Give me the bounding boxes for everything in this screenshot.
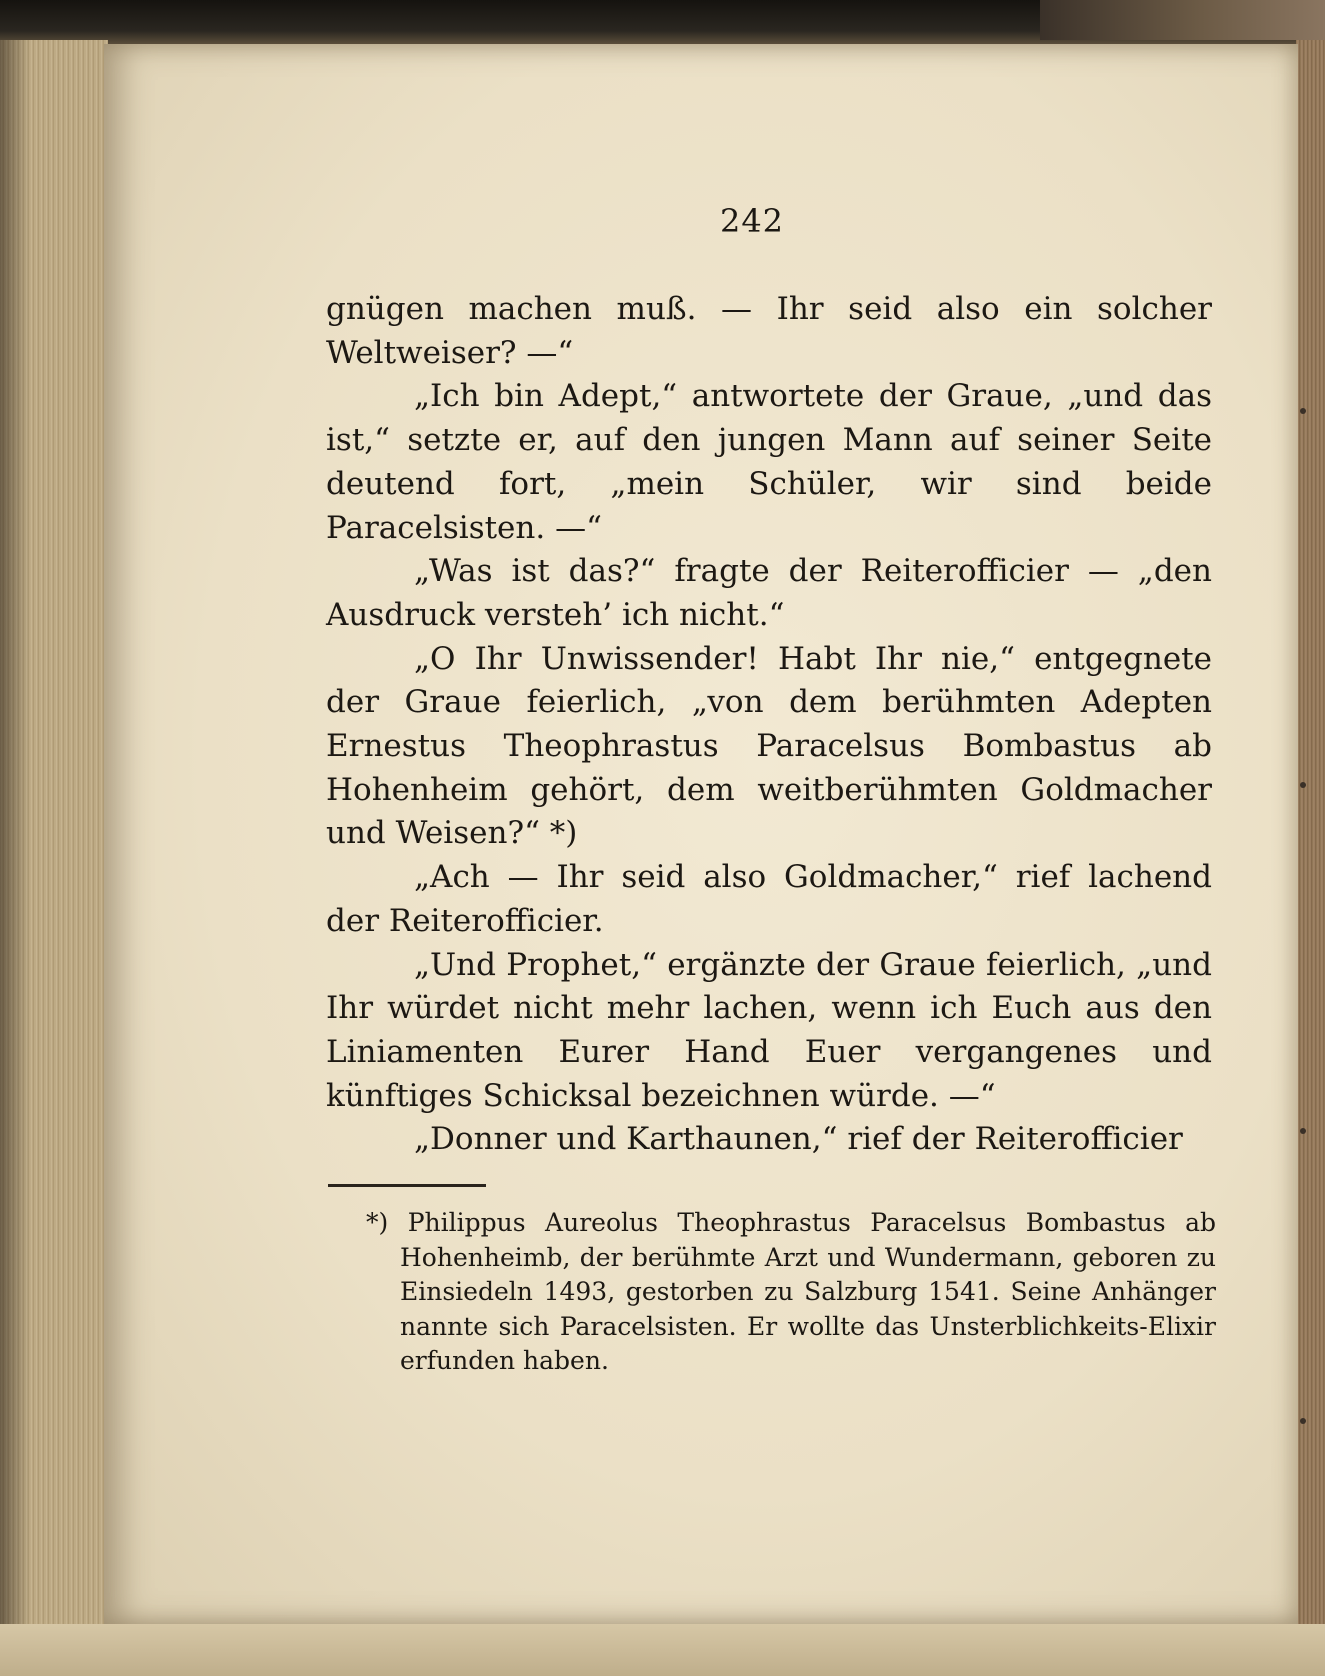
page-number: 242 [719, 202, 785, 240]
page-stack-left [0, 40, 108, 1676]
main-text [326, 288, 1212, 1162]
margin-mark [1300, 1128, 1306, 1134]
paragraph-5: „Ach — Ihr seid also Goldmacher,“ rief lachend der Reiterofficier. [326, 859, 1212, 939]
paragraph-7: „Donner und Karthaunen,“ rief der Reiterofficier [414, 1121, 1183, 1158]
paragraph-4: „O Ihr Unwissender! Habt Ihr nie,“ entgegnete der Graue feierlich, „von dem berühmten Adepten Ernestus Theophrastus Paracelsus Bombastus ab Hohenheim gehört, dem weitberühmten Goldmacher und Weisen?“ *) [326, 640, 1212, 852]
footnote-text: *) Philippus Aureolus Theophrastus Paracelsus Bombastus ab Hohenheimb, der berühmte Arzt und Wundermann, geboren zu Einsiedeln 1493, gestorben zu Salzburg 1541. Seine Anhänger nannte sich Paracelsisten. Er wollte das Unsterblichkeits-Elixir erfunden haben. [366, 1208, 1216, 1375]
page-stack-right [1296, 40, 1325, 1676]
paragraph-6: „Und Prophet,“ ergänzte der Graue feierlich, „und Ihr würdet nicht mehr lachen, wenn ich Euch aus den Liniamenten Eurer Hand Euer vergangenes und künftiges Schicksal bezeichnen würde. —“ [326, 946, 1212, 1114]
paragraph-2: „Ich bin Adept,“ antwortete der Graue, „und das ist,“ setzte er, auf den jungen Mann auf seiner Seite deutend fort, „mein Schüler, wir sind beide Paracelsisten. —“ [326, 378, 1212, 546]
book-bottom-edge [0, 1624, 1325, 1676]
footnote-rule [328, 1184, 486, 1187]
footnote [366, 1206, 1216, 1379]
margin-mark [1300, 1418, 1306, 1424]
paragraph-3: „Was ist das?“ fragte der Reiterofficier — „den Ausdruck versteh’ ich nicht.“ [326, 553, 1212, 633]
paragraph-1: gnügen machen muß. — Ihr seid also ein solcher Weltweiser? —“ [326, 291, 1212, 371]
margin-mark [1300, 782, 1306, 788]
margin-mark [1300, 408, 1306, 414]
book-binding [1040, 0, 1325, 40]
